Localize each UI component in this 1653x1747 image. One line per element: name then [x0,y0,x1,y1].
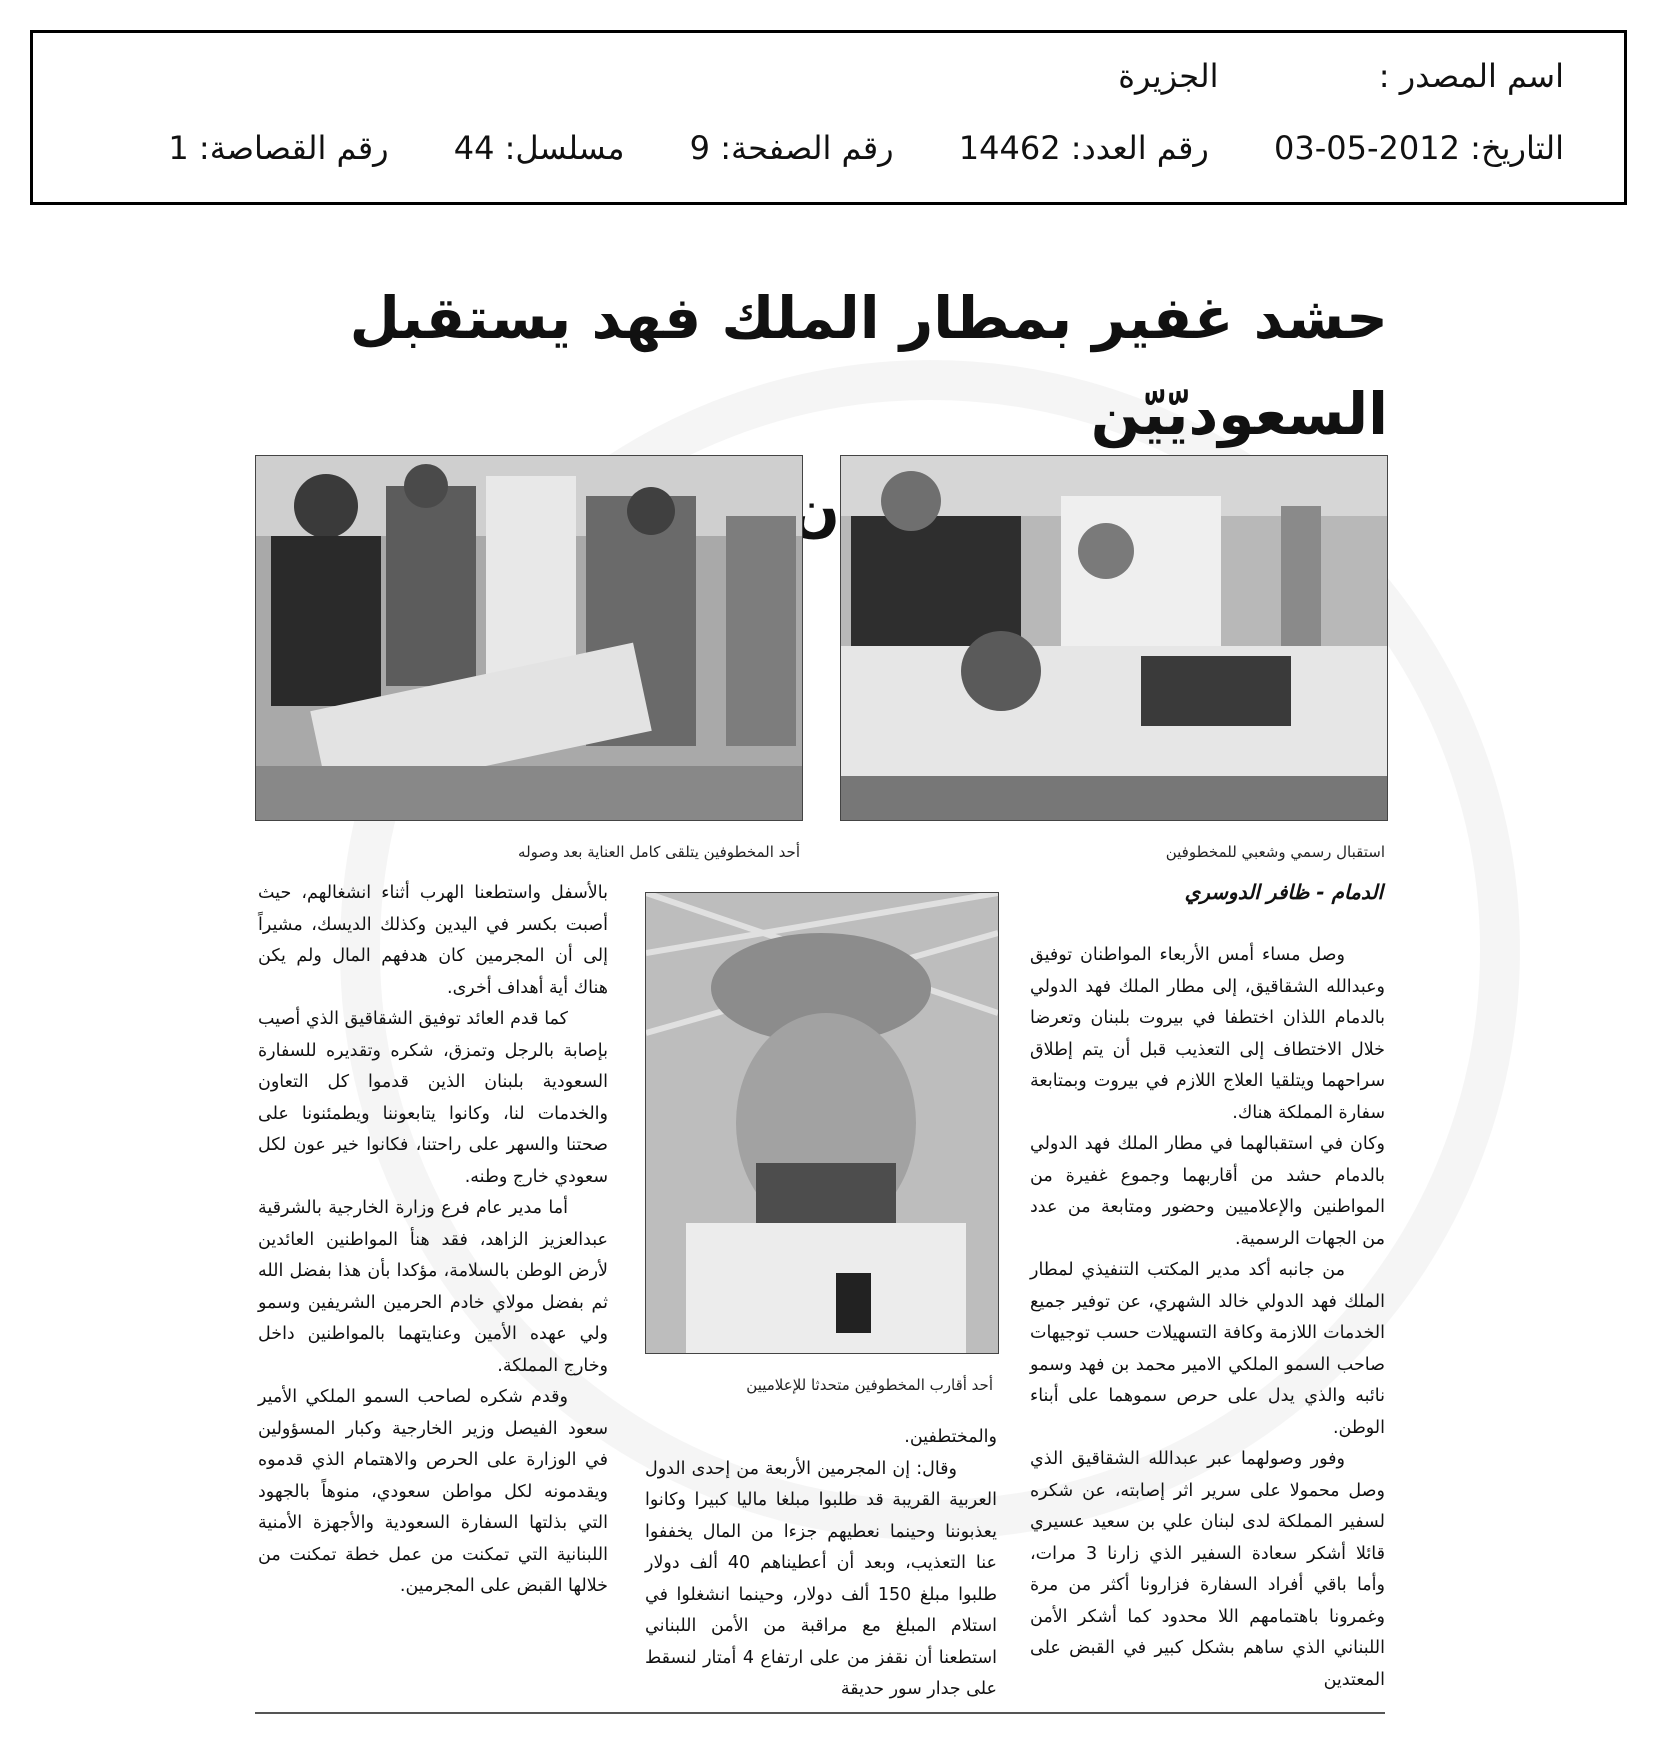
headline-line-1: حشد غفير بمطار الملك فهد يستقبل السعوديّيّن [349,284,1388,448]
caption-relative: أحد أقارب المخطوفين متحدثا للإعلاميين [746,1376,993,1394]
photo-stretcher [255,455,803,821]
clip-number-field: رقم القصاصة: 1 [168,129,389,167]
photo-relative [645,892,999,1354]
paragraph: وكان في استقبالهما في مطار الملك فهد الدولي بالدمام حشد من أقاربهما وجموع غفيرة من المواطنين والإعلاميين وحضور ومتابعة من عدد من الجهات الرسمية. [1030,1134,1385,1249]
bottom-divider [255,1712,1385,1714]
page-number-field: رقم الصفحة: 9 [689,129,894,167]
paragraph: والمختطفين. [904,1427,997,1447]
caption-stretcher: أحد المخطوفين يتلقى كامل العناية بعد وصوله [518,843,800,861]
paragraph: وصل مساء أمس الأربعاء المواطنان توفيق وعبدالله الشقاقيق، إلى مطار الملك فهد الدولي بالدمام اللذان اختطفا في بيروت بلبنان وتعرضا خلال الاختطاف إلى التعذيب قبل أن يتم إطلاق سراحهما ويتلقيا العلاج اللازم في بيروت وبمتابعة سفارة المملكة هناك. [1030,945,1385,1123]
caption-reception: استقبال رسمي وشعبي للمخطوفين [1165,843,1385,861]
paragraph: بالأسفل واستطعنا الهرب أثناء انشغالهم، حيث أصبت بكسر في اليدين وكذلك الديسك، مشيراً إلى أن المجرمين كان هدفهم المال ولم يكن هناك أية أهداف أخرى. [258,883,608,998]
issue-details-row [168,129,1564,167]
paragraph: وفور وصولهما عبر عبدالله الشقاقيق الذي وصل محمولا على سرير اثر إصابته، عن شكره لسفير المملكة لدى لبنان علي بن سعيد عسيري قائلا أشكر سعادة السفير الذي زارنا 3 مرات، وأما باقي أفراد السفارة فزارونا أكثر من مرة وغمرونا باهتمامهم اللا محدود كما أشكر الأمن اللبناني الذي ساهم بشكل كبير في القبض على المعتدين [1030,1449,1385,1690]
date-field: التاريخ: 2012-05-03 [1274,129,1564,167]
issue-number-field: رقم العدد: 14462 [958,129,1209,167]
paragraph: وقال: إن المجرمين الأربعة من إحدى الدول العربية القريبة قد طلبوا مبلغا ماليا كبيرا وكانوا يعذبوننا وحينما نعطيهم جزءا من المال يخففوا عنا التعذيب، وبعد أن أعطيناهم 40 ألف دولار طلبوا مبلغ 150 ألف دولار، وحينما انشغلوا في استلام المبلغ مع مراقبة من الأمن اللبناني استطعنا أن نقفز من على ارتفاع 4 أمتار لنسقط على جدار سور حديقة [645,1458,997,1699]
paragraph: من جانبه أكد مدير المكتب التنفيذي لمطار الملك فهد الدولي خالد الشهري، عن توفير جميع الخدمات اللازمة وكافة التسهيلات حسب توجيهات صاحب السمو الملكي الامير محمد بن فهد وسمو نائبه والذي يدل على حرص سموهما على أبناء الوطن. [1030,1260,1385,1438]
article-column-right [1030,940,1385,1696]
serial-field: مسلسل: 44 [453,129,625,167]
article-column-left [258,878,608,1603]
paragraph: أما مدير عام فرع وزارة الخارجية بالشرقية عبدالعزيز الزاهد، فقد هنأ المواطنين العائدين لأرض الوطن بالسلامة، مؤكدا بأن هذا بفضل الله ثم بفضل مولاي خادم الحرمين الشريفين وسمو ولي عهده الأمين وعنايتهما بالمواطنين داخل وخارج المملكة. [258,1198,608,1376]
source-info-box [30,30,1627,205]
paragraph: كما قدم العائد توفيق الشقاقيق الذي أصيب بإصابة بالرجل وتمزق، شكره وتقديره للسفارة السعودية بلبنان الذين قدموا كل التعاون والخدمات لنا، وكانوا يتابعوننا ويطمئنونا على صحتنا والسهر على راحتنا، فكانوا خير عون لكل سعودي خارج وطنه. [258,1009,608,1187]
paragraph: وقدم شكره لصاحب السمو الملكي الأمير سعود الفيصل وزير الخارجية وكبار المسؤولين في الوزارة على الحرص والاهتمام الذي قدموه ويقدمونه لكل مواطن سعودي، منوهاً بالجهود التي بذلتها السفارة السعودية والأجهزة الأمنية اللبنانية التي تمكنت من عمل خطة تمكنت من خلالها القبض على المجرمين. [258,1387,608,1596]
article-column-middle [645,1422,997,1706]
source-row [1118,57,1564,95]
source-value: الجزيرة [1118,57,1219,95]
source-label: اسم المصدر : [1378,57,1564,95]
byline: الدمام - ظافر الدوسري [1184,880,1383,904]
photo-reception [840,455,1388,821]
